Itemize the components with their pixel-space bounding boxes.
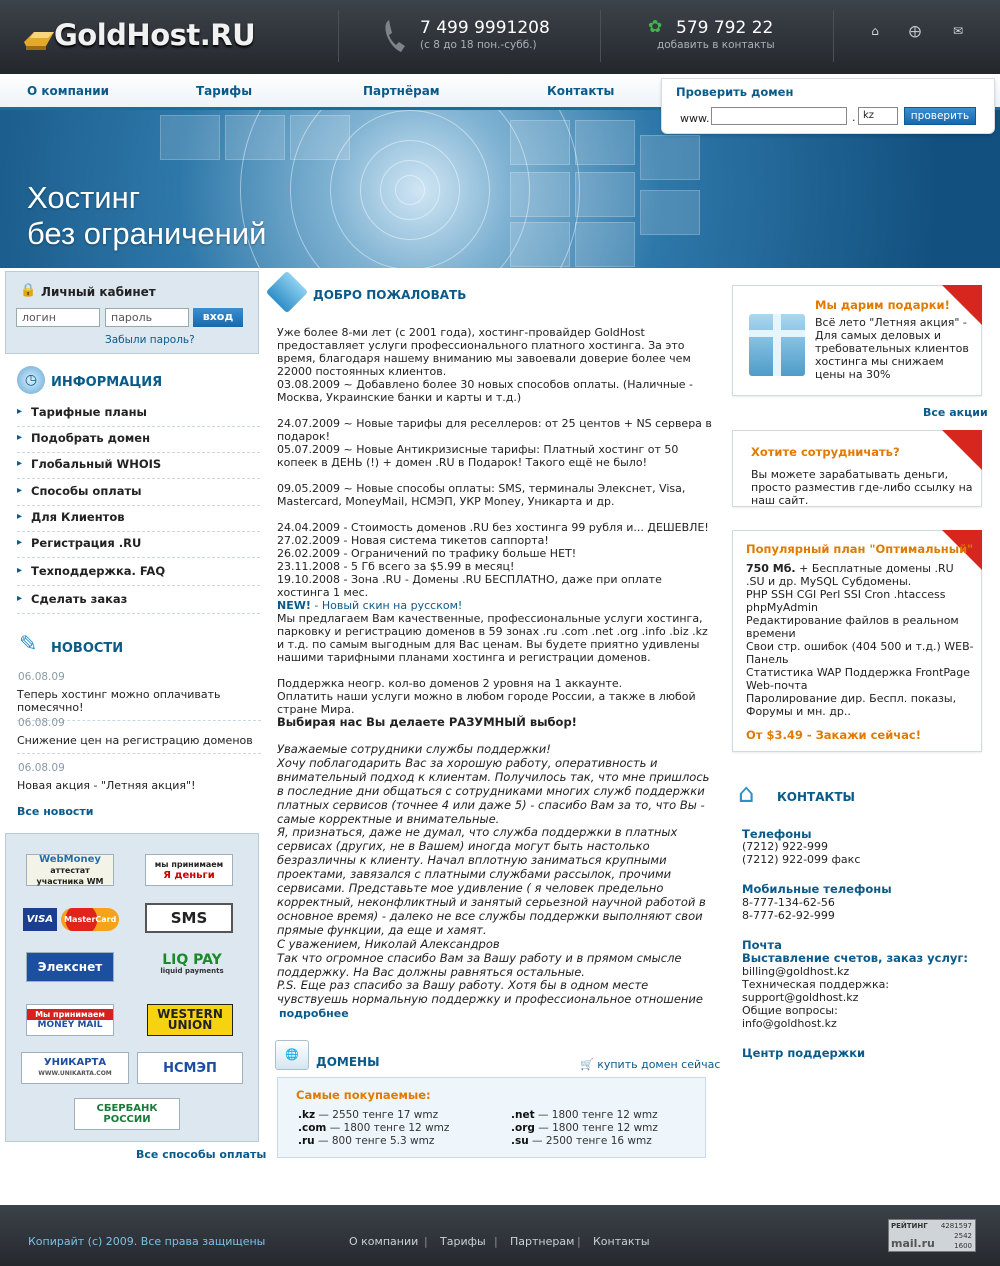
house-icon: ⌂ <box>738 779 755 809</box>
password-input[interactable]: пароль <box>105 308 189 327</box>
phone-number: 7 499 9991208 <box>420 18 550 38</box>
footer-link-about[interactable]: О компании <box>349 1235 419 1248</box>
footer-link-partners[interactable]: Партнерам <box>510 1235 575 1248</box>
logo-text: SMS <box>170 908 208 927</box>
domain-dot: . <box>852 111 856 124</box>
menu-for-clients[interactable]: ▸ Для Клиентов <box>17 510 260 532</box>
mobile-values: 8-777-134-62-56 8-777-62-92-999 <box>742 896 835 922</box>
login-title: Личный кабинет <box>41 285 156 299</box>
counter-label: РЕЙТИНГ <box>891 1222 928 1230</box>
buy-domain-link[interactable] <box>580 1058 720 1071</box>
banner-tile <box>575 172 635 217</box>
domains-icon: 🌐 <box>275 1040 309 1070</box>
header-divider <box>833 10 834 62</box>
news-date: 06.08.09 <box>18 717 65 729</box>
pencil-icon: ✎ <box>19 632 38 657</box>
mail-values: billing@goldhost.kz Техническая поддержка: support@goldhost.kz Общие вопросы: info@goldhost.kz <box>742 965 890 1030</box>
menu-whois[interactable]: ▸ Глобальный WHOIS <box>17 457 260 479</box>
news-paragraph: 24.07.2009 ~ Новые тарифы для реселлеров: от 25 центов + NS сервера в подарок! <box>277 417 712 443</box>
domain-price <box>298 1109 438 1121</box>
support-text: Поддержка неогр. кол-во доменов 2 уровня на 1 аккаунте. <box>277 677 623 690</box>
menu-tariffs[interactable]: ▸ Тарифные планы <box>17 405 260 427</box>
visa-mastercard-logo[interactable] <box>26 903 116 935</box>
logo-text: LIQ PAY <box>162 952 222 968</box>
sberbank-logo[interactable] <box>74 1098 180 1130</box>
payment-logos-panel <box>5 833 259 1142</box>
domain-zone-input[interactable]: kz <box>858 107 898 125</box>
plan-feature: Статистика WAP Поддержка FrontPage Web-почта <box>746 666 971 692</box>
clock-icon: ◷ <box>17 366 45 394</box>
footer-link-contacts[interactable]: Контакты <box>593 1235 650 1248</box>
liqpay-logo[interactable] <box>147 949 237 983</box>
menu-order[interactable]: ▸ Сделать заказ <box>17 592 260 614</box>
menu-payment-methods[interactable]: ▸ Способы оплаты <box>17 484 260 506</box>
cooperation-title[interactable]: Хотите сотрудничать? <box>751 445 900 459</box>
footer-separator: | <box>577 1235 581 1248</box>
new-skin-line[interactable] <box>277 599 717 612</box>
phone-hours: (с 8 до 18 пон.-субб.) <box>420 39 537 51</box>
phones-values: (7212) 922-999 (7212) 922-099 факс <box>742 840 861 866</box>
mailru-rating-counter[interactable] <box>888 1219 976 1252</box>
news-item[interactable]: Новая акция - "Летняя акция"! <box>17 779 196 792</box>
unikarta-logo[interactable] <box>21 1052 129 1084</box>
domains-title: ДОМЕНЫ <box>316 1055 380 1069</box>
news-title: НОВОСТИ <box>51 641 124 656</box>
eleksnet-logo[interactable] <box>26 952 114 982</box>
gold-bar-icon <box>22 24 56 54</box>
plan-features <box>746 562 974 718</box>
domain-zone: .kz <box>298 1109 316 1121</box>
domain-check-box <box>661 78 995 134</box>
header-divider <box>600 10 601 62</box>
logo-text: MasterCard <box>61 908 119 931</box>
login-button[interactable]: вход <box>193 308 243 327</box>
domain-price-text: — 800 тенге 5.3 wmz <box>314 1135 435 1147</box>
gift-title: Мы дарим подарки! <box>815 298 950 312</box>
western-union-logo[interactable] <box>147 1004 233 1036</box>
domain-zone: .org <box>511 1122 535 1134</box>
icq-icon: ✿ <box>648 17 663 37</box>
logo-text: VISA <box>23 908 57 931</box>
domain-price-text: — 1800 тенге 12 wmz <box>534 1122 658 1134</box>
banner-tile <box>640 135 700 180</box>
plan-feature: PHP SSH CGI Perl SSI Cron .htaccess phpMyAdmin <box>746 588 946 614</box>
logo-text: WESTERN <box>157 1007 223 1021</box>
menu-pick-domain[interactable]: ▸ Подобрать домен <box>17 431 260 453</box>
logo-text: WebMoney <box>39 853 101 865</box>
login-input[interactable]: логин <box>16 308 100 327</box>
intro-text: Уже более 8-ми лет (с 2001 года), хостинг-провайдер GoldHost предоставляет услуги профессионального платного хостинга. За это время, благодаря нашему вниманию мы завоевали доверие более чем 22000 постоянных клиентов. <box>277 326 691 378</box>
logo-text: Мы принимаем <box>27 1009 113 1020</box>
mobile-heading: Мобильные телефоны <box>742 882 892 896</box>
counter-value: 2542 <box>954 1232 972 1240</box>
news-list <box>277 521 717 612</box>
more-link[interactable]: подробнее <box>279 1007 349 1020</box>
menu-faq[interactable]: ▸ Техподдержка. FAQ <box>17 564 260 586</box>
news-list-item: 26.02.2009 - Ограничений по трафику больше НЕТ! <box>277 547 577 560</box>
logo-text: GoldHost.RU <box>54 18 256 52</box>
mail-icon[interactable]: ✉ <box>952 24 964 38</box>
domain-zone: .ru <box>298 1135 315 1147</box>
news-item[interactable]: Теперь хостинг можно оплачивать помесячно! <box>17 688 261 721</box>
phone-icon <box>383 16 407 54</box>
yandex-money-logo[interactable] <box>145 854 233 886</box>
info-title: ИНФОРМАЦИЯ <box>51 375 163 390</box>
nsmep-logo[interactable] <box>137 1052 243 1084</box>
logo-text: НСМЭП <box>163 1060 217 1076</box>
domain-price <box>511 1135 652 1147</box>
testimonial-letter: Уважаемые сотрудники службы поддержки! Хочу поблагодарить Вас за хорошую работу, оперативность и внимательный подход к клиентам. Получилось так, что мне пришлось в последние дни общаться с сотрудниками многих служб поддержки платных сервисов (точнее 4 или даже 5) - спасибо Вам за то, что Вы - самые корректные и внимательные. Я, признаться, даже не думал, что служба поддержки в платных сервисах (других, не в Вашем) иногда могут быть настолько безразличны к клиенту. Начал вплотную заниматься крупными проектами, завязался с платными службами рассылок, прочими сервисами. Представьте мое удивление ( я человек предельно корректный, неконфликтный и занятый серьезной научной работой в основное время) - далеко не все службы поддержки выполняют свои прямые функции, да еще и хамят. С уважением, Николай Александров Так что огромное спасибо Вам за Вашу работу и в прямом смысле поддержку. На Вас должны равняться остальные. P.S. Еще раз спасибо за Вашу работу. Хотя бы в одном месте чувствуешь нормальную поддержку и профессиональное отношение <box>277 742 710 1007</box>
add-contact-link[interactable]: добавить в контакты <box>657 39 775 51</box>
new-label: NEW! <box>277 599 311 612</box>
logo-text: РОССИИ <box>103 1114 151 1125</box>
banner-tile <box>160 115 220 160</box>
cooperation-box <box>732 430 982 507</box>
copyright: Копирайт (с) 2009. Все права защищены <box>28 1235 266 1248</box>
logo-text: UNION <box>167 1018 213 1032</box>
domain-price-text: — 2500 тенге 16 wmz <box>528 1135 652 1147</box>
domain-price-text: — 2550 тенге 17 wmz <box>315 1109 439 1121</box>
news-paragraph: 09.05.2009 ~ Новые способы оплаты: SMS, терминалы Элекснет, Visa, Mastercard, MoneyMail, НСМЭП, УКР Money, Уникарта и др. <box>277 482 686 508</box>
phones-heading: Телефоны <box>742 827 812 841</box>
banner-line: Хостинг <box>27 180 141 215</box>
plan-feature: Редактирование файлов в реальном времени <box>746 614 959 640</box>
news-paragraph: 03.08.2009 ~ Добавлено более 30 новых способов оплаты. (Наличные - Москва, Украинские банки и карты и т.д.) <box>277 378 694 404</box>
logo-text: УНИКАРТА <box>43 1057 107 1068</box>
lock-icon: 🔒 <box>20 283 37 298</box>
news-paragraph: 05.07.2009 ~ Новые Антикризисные тарифы: Платный хостинг от 50 копеек в ДЕНЬ (!) + домен .RU в Подарок! Такого ещё не было! <box>277 443 679 469</box>
header-divider <box>338 10 339 62</box>
welcome-title: ДОБРО ПОЖАЛОВАТЬ <box>313 288 467 302</box>
logo-text: liquid payments <box>160 967 224 975</box>
gift-promo-box <box>732 285 982 396</box>
gift-box-icon <box>749 314 805 376</box>
logo-text: MONEY MAIL <box>37 1020 103 1030</box>
nav-contacts[interactable]: Контакты <box>547 84 615 98</box>
plan-feature: + Бесплатные домены .RU .SU и др. MySQL Субдомены. <box>746 562 954 588</box>
domain-zone: .su <box>511 1135 529 1147</box>
news-list-item: 27.02.2009 - Новая система тикетов саппорта! <box>277 534 549 547</box>
all-news-link[interactable]: Все новости <box>17 805 94 818</box>
logo[interactable] <box>22 14 272 60</box>
nav-partners[interactable]: Партнёрам <box>363 84 440 98</box>
banner-tile <box>575 120 635 165</box>
news-date: 06.08.09 <box>18 762 65 774</box>
gift-ribbon <box>773 314 781 376</box>
nav-tariffs[interactable]: Тарифы <box>196 84 253 98</box>
domain-price <box>511 1109 658 1121</box>
contacts-title: КОНТАКТЫ <box>777 790 855 804</box>
domain-zone: .com <box>298 1122 327 1134</box>
footer-separator: | <box>424 1235 428 1248</box>
logo-text: мы принимаем <box>154 860 224 869</box>
login-panel <box>5 271 259 354</box>
plan-feature: Свои стр. ошибок (404 500 и т.д.) WEB-Панель <box>746 640 974 666</box>
domain-price-text: — 1800 тенге 12 wmz <box>326 1122 450 1134</box>
ribbon-corner <box>942 430 982 470</box>
logo-text: аттестат участника WM <box>36 865 104 886</box>
webmoney-logo[interactable] <box>26 854 114 886</box>
domain-price <box>298 1135 434 1147</box>
support-text: Оплатить наши услуги можно в любом городе России, а также в любой стране Мира. <box>277 690 696 716</box>
buy-domain-label[interactable]: купить домен сейчас <box>597 1058 721 1071</box>
plan-size: 750 Мб. <box>746 562 796 575</box>
plan-feature: Паролирование дир. Беспл. показы, Форумы и мн. др.. <box>746 692 957 718</box>
order-plan-link[interactable]: От $3.49 - Закажи сейчас! <box>746 728 921 742</box>
domain-zone: .net <box>511 1109 535 1121</box>
counter-value: 1600 <box>954 1242 972 1250</box>
logo-text: Элекснет <box>37 959 103 974</box>
footer <box>0 1205 1000 1266</box>
check-domain-button[interactable]: проверить <box>904 107 976 125</box>
gift-text: Всё лето "Летняя акция" - Для самых деловых и требовательных клиентов хостинга мы снижаем цены на 30% <box>815 316 969 381</box>
popular-plan-box <box>732 530 982 752</box>
forgot-password-link[interactable]: Забыли пароль? <box>105 334 195 346</box>
all-promotions-link[interactable]: Все акции <box>923 406 988 419</box>
support-center-link[interactable]: Центр поддержки <box>742 1046 866 1060</box>
logo-text: WWW.UNIKARTA.COM <box>38 1070 112 1077</box>
footer-separator: | <box>494 1235 498 1248</box>
sitemap-icon[interactable]: ⨁ <box>909 24 921 38</box>
news-date: 06.08.09 <box>18 671 65 683</box>
counter-brand: mail.ru <box>891 1237 935 1250</box>
welcome-icon <box>266 271 308 313</box>
domain-price <box>511 1122 658 1134</box>
cart-icon: 🛒 <box>580 1058 594 1071</box>
www-prefix: www. <box>680 112 710 125</box>
banner-ring <box>240 110 580 268</box>
cooperation-text: Вы можете зарабатывать деньги, просто разместив где-либо ссылку на наш сайт. <box>751 468 973 507</box>
banner-line: без ограничений <box>27 216 267 251</box>
header-bar <box>0 0 1000 74</box>
nav-about[interactable]: О компании <box>27 84 110 98</box>
counter-value: 4281597 <box>940 1222 972 1230</box>
news-list-item: 23.11.2008 - 5 Гб всего за $5.99 в месяц! <box>277 560 515 573</box>
domain-prices-box <box>277 1077 706 1158</box>
banner-tile <box>640 190 700 235</box>
domain-check-title: Проверить домен <box>676 85 794 99</box>
plan-title: Популярный план "Оптимальный" <box>746 542 974 556</box>
domain-name-input[interactable] <box>711 107 847 125</box>
banner-title <box>27 180 266 252</box>
popular-domains-title: Самые покупаемые: <box>296 1088 431 1102</box>
news-list-item: 24.04.2009 - Стоимость доменов .RU без хостинга 99 рубля и... ДЕШЕВЛЕ! <box>277 521 709 534</box>
menu-register-ru[interactable]: ▸ Регистрация .RU <box>17 536 260 558</box>
news-item[interactable]: Снижение цен на регистрацию доменов <box>17 734 261 754</box>
sms-logo[interactable] <box>145 903 233 933</box>
domain-price-text: — 1800 тенге 12 wmz <box>534 1109 658 1121</box>
offer-text: Мы предлагаем Вам качественные, профессиональные услуги хостинга, парковку и регистрацию доменов в 59 зонах .ru .com .net .org .info .biz .kz и т.д. по самым выгодным для Вас ценам. Вы будете приятно удивлены нашими тарифными планами хостинга и регистрации доменов. <box>277 612 708 664</box>
mail-heading: Почта <box>742 938 782 952</box>
moneymail-logo[interactable] <box>26 1004 114 1036</box>
domain-price <box>298 1122 449 1134</box>
all-payment-methods-link[interactable]: Все способы оплаты <box>136 1148 267 1161</box>
news-list-item: 19.10.2008 - Зона .RU - Домены .RU БЕСПЛАТНО, даже при оплате хостинга 1 мес. <box>277 573 662 599</box>
choose-us-heading: Выбирая нас Вы делаете РАЗУМНЫЙ выбор! <box>277 715 577 729</box>
billing-heading: Выставление счетов, заказ услуг: <box>742 951 968 965</box>
banner-tile <box>575 222 635 267</box>
logo-text: СБЕРБАНК <box>96 1103 158 1114</box>
icq-number: 579 792 22 <box>676 18 774 38</box>
home-icon[interactable]: ⌂ <box>871 24 879 38</box>
gift-ribbon <box>749 330 805 337</box>
footer-link-tariffs[interactable]: Тарифы <box>440 1235 486 1248</box>
logo-text: Я деньги <box>163 870 215 881</box>
new-skin-link[interactable]: - Новый скин на русском! <box>310 599 463 612</box>
